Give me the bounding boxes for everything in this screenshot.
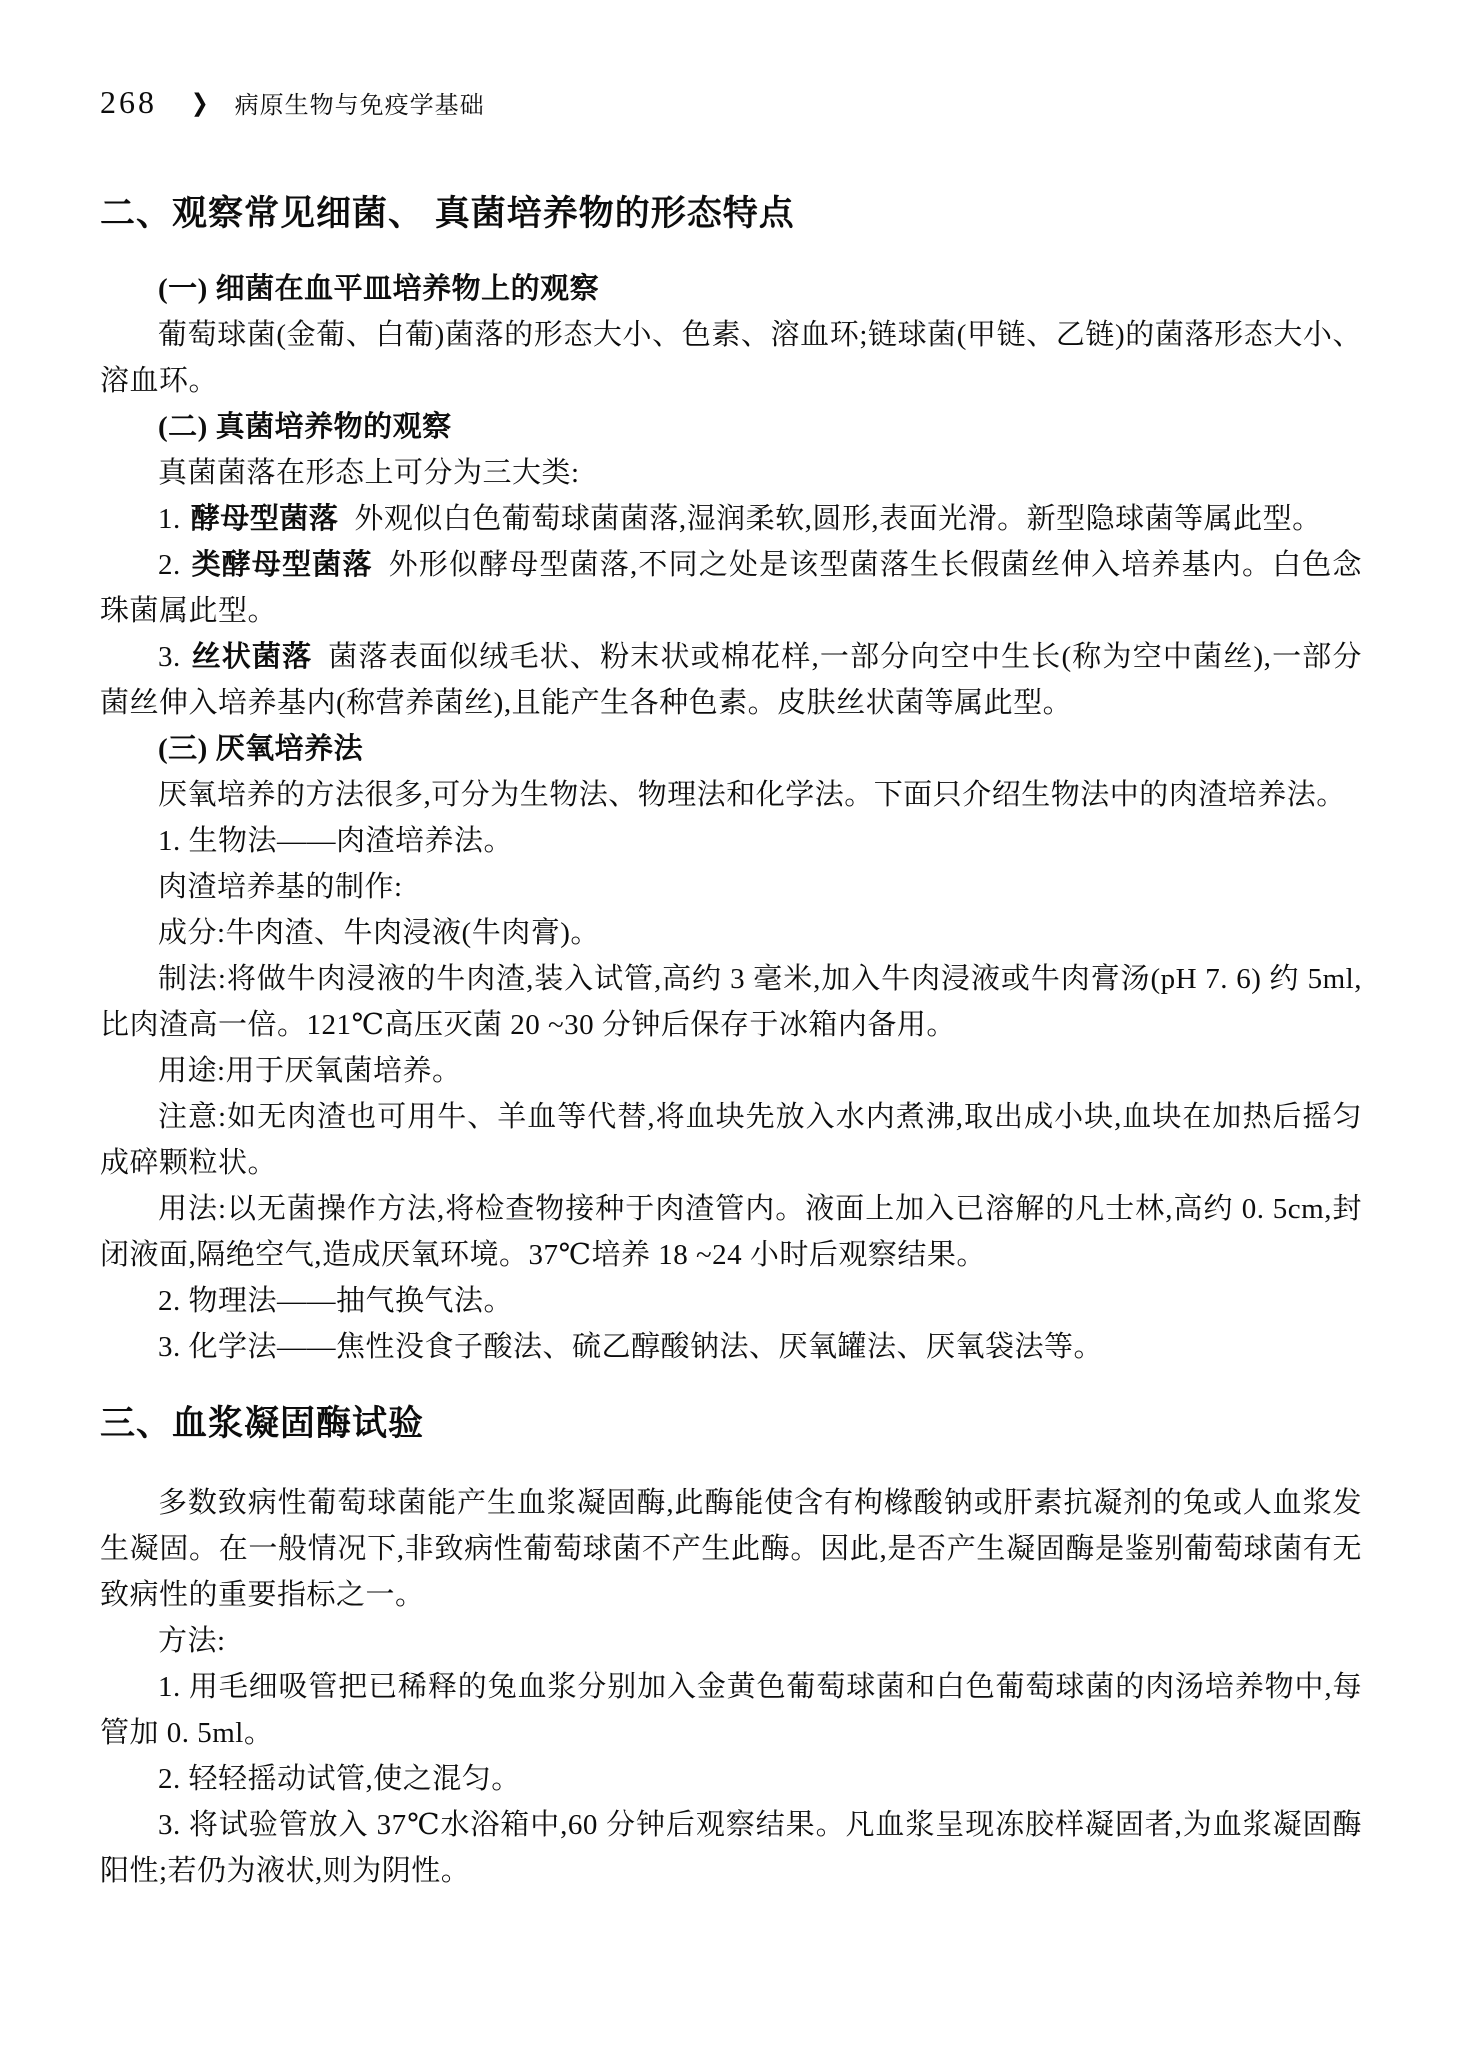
item-text: 外形似酵母型菌落,不同之处是该型菌落生长假菌丝伸入培养基内。白色念珠菌属此型。	[100, 549, 1362, 627]
paragraph-medium-preparation: 肉渣培养基的制作:	[158, 871, 403, 903]
item-term: 酵母型菌落	[190, 503, 339, 535]
page-content	[100, 186, 1362, 1894]
chevron-right-icon: ❯	[191, 88, 209, 117]
subsection-heading-anaerobic-culture: (三) 厌氧培养法	[158, 733, 364, 765]
paragraph-biological-method: 1. 生物法——肉渣培养法。	[158, 825, 514, 857]
item-text: 外观似白色葡萄球菌菌落,湿润柔软,圆形,表面光滑。新型隐球菌等属此型。	[354, 503, 1322, 535]
item-number: 1.	[158, 503, 181, 535]
subsection-heading-blood-plate: (一) 细菌在血平皿培养物上的观察	[158, 273, 600, 305]
subsection-heading-fungal-culture: (二) 真菌培养物的观察	[158, 411, 452, 443]
paragraph-blood-plate: 葡萄球菌(金葡、白葡)菌落的形态大小、色素、溶血环;链球菌(甲链、乙链)的菌落形态大小、溶血环。	[100, 319, 1362, 397]
paragraph-preparation-method: 制法:将做牛肉浸液的牛肉渣,装入试管,高约 3 毫米,加入牛肉浸液或牛肉膏汤(pH 7. 6) 约 5ml,比肉渣高一倍。121℃高压灭菌 20 ~30 分钟后保存于冰箱内备用。	[100, 963, 1362, 1041]
item-number: 3.	[158, 641, 181, 673]
paragraph-physical-method: 2. 物理法——抽气换气法。	[158, 1285, 514, 1317]
item-number: 2.	[158, 549, 181, 581]
paragraph-chemical-method: 3. 化学法——焦性没食子酸法、硫乙醇酸钠法、厌氧罐法、厌氧袋法等。	[158, 1331, 1104, 1363]
paragraph-fungal-intro: 真菌菌落在形态上可分为三大类:	[158, 457, 580, 489]
item-term: 类酵母型菌落	[190, 549, 373, 581]
paragraph-ingredients: 成分:牛肉渣、牛肉浸液(牛肉膏)。	[158, 917, 600, 949]
list-item-yeastlike-colony	[100, 542, 1362, 634]
paragraph-usage: 用途:用于厌氧菌培养。	[158, 1055, 462, 1087]
list-item-yeast-colony	[100, 496, 1362, 542]
paragraph-method-step1: 1. 用毛细吸管把已稀释的兔血浆分别加入金黄色葡萄球菌和白色葡萄球菌的肉汤培养物中,每管加 0. 5ml。	[100, 1671, 1362, 1749]
paragraph-method-step2: 2. 轻轻摇动试管,使之混匀。	[158, 1763, 521, 1795]
paragraph-application: 用法:以无菌操作方法,将检查物接种于肉渣管内。液面上加入已溶解的凡士林,高约 0. 5cm,封闭液面,隔绝空气,造成厌氧环境。37℃培养 18 ~24 小时后观察结果。	[100, 1193, 1362, 1271]
paragraph-method-label: 方法:	[158, 1625, 226, 1657]
paragraph-method-step3: 3. 将试验管放入 37℃水浴箱中,60 分钟后观察结果。凡血浆呈现冻胶样凝固者,为血浆凝固酶阳性;若仍为液状,则为阴性。	[100, 1809, 1362, 1887]
list-item-filamentous-colony	[100, 634, 1362, 726]
running-header	[100, 84, 485, 121]
book-title: 病原生物与免疫学基础	[234, 92, 485, 119]
item-text: 菌落表面似绒毛状、粉末状或棉花样,一部分向空中生长(称为空中菌丝),一部分菌丝伸入培养基内(称营养菌丝),且能产生各种色素。皮肤丝状菌等属此型。	[100, 641, 1362, 719]
section-heading-coagulase-test: 三、血浆凝固酶试验	[100, 1404, 425, 1443]
item-term: 丝状菌落	[190, 641, 313, 673]
paragraph-anaerobic-intro: 厌氧培养的方法很多,可分为生物法、物理法和化学法。下面只介绍生物法中的肉渣培养法。	[158, 779, 1346, 811]
paragraph-note: 注意:如无肉渣也可用牛、羊血等代替,将血块先放入水内煮沸,取出成小块,血块在加热后摇匀成碎颗粒状。	[100, 1101, 1362, 1179]
paragraph-coagulase-intro: 多数致病性葡萄球菌能产生血浆凝固酶,此酶能使含有枸橼酸钠或肝素抗凝剂的兔或人血浆发生凝固。在一般情况下,非致病性葡萄球菌不产生此酶。因此,是否产生凝固酶是鉴别葡萄球菌有无致病性的重要指标之一。	[100, 1487, 1362, 1611]
page-number: 268	[100, 84, 157, 120]
section-heading-morphology: 二、观察常见细菌、 真菌培养物的形态特点	[100, 194, 795, 233]
